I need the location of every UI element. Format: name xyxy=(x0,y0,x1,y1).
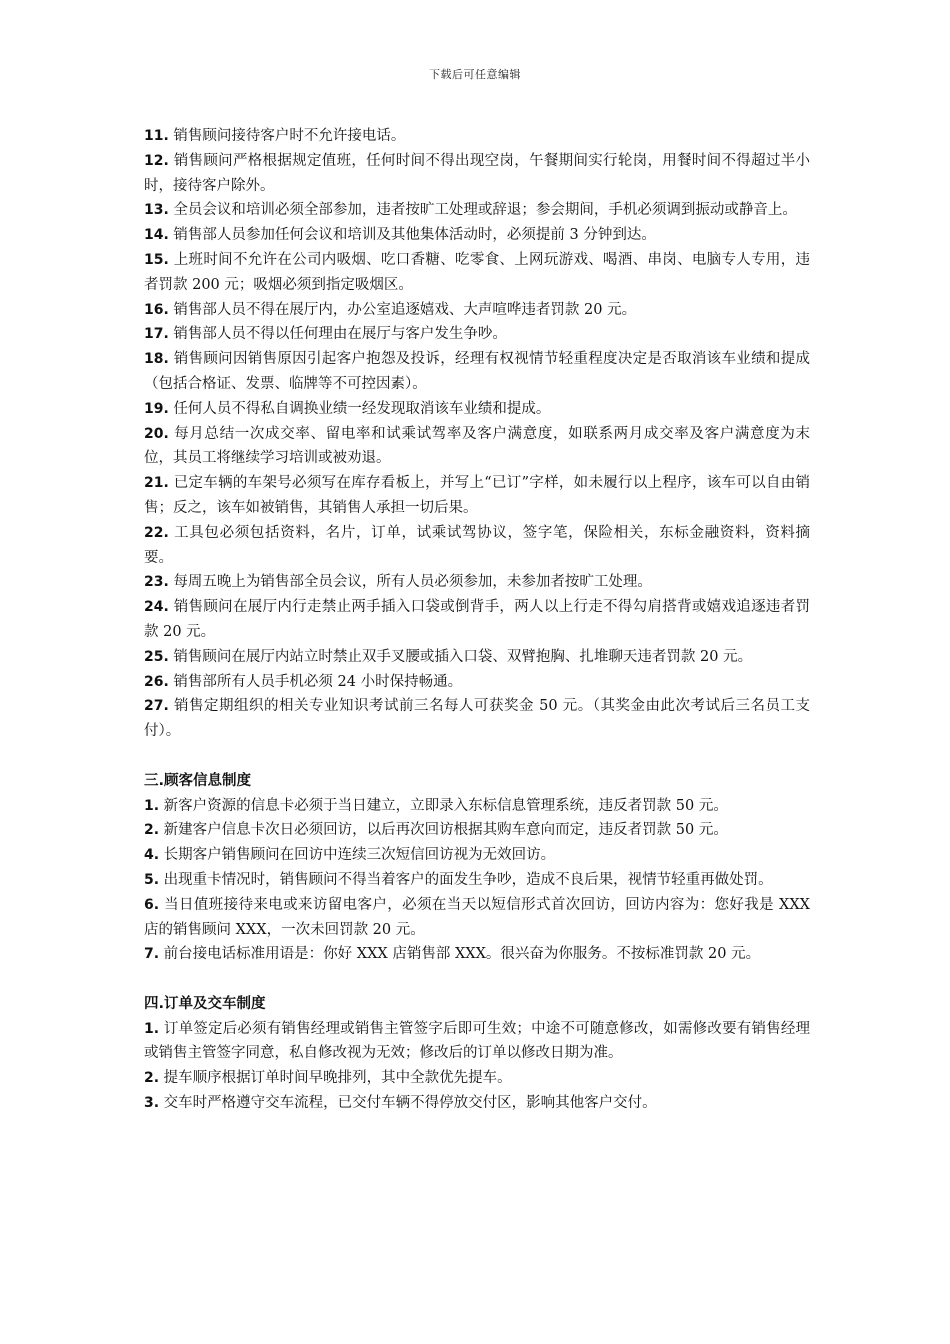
document-body xyxy=(144,124,810,1116)
rule-number: 7. xyxy=(144,946,160,963)
rule-item xyxy=(144,818,810,843)
rule-number: 14. xyxy=(144,227,169,244)
rule-item xyxy=(144,124,810,149)
rule-text: 每月总结一次成交率、留电率和试乘试驾率及客户满意度，如联系两月成交率及客户满意度为末位，其员工将继续学习培训或被劝退。 xyxy=(144,425,811,467)
rule-text: 每周五晚上为销售部全员会议，所有人员必须参加，未参加者按旷工处理。 xyxy=(173,574,652,591)
rule-number: 26. xyxy=(144,673,169,690)
rule-item xyxy=(144,422,810,472)
rule-number: 24. xyxy=(144,599,169,616)
rule-item xyxy=(144,397,810,422)
rule-text: 出现重卡情况时，销售顾问不得当着客户的面发生争吵，造成不良后果，视情节轻重再做处罚。 xyxy=(163,871,773,888)
rule-item xyxy=(144,843,810,868)
page-header: 下载后可任意编辑 xyxy=(429,68,521,81)
rule-text: 新建客户信息卡次日必须回访，以后再次回访根据其购车意向而定，违反者罚款 50 元。 xyxy=(163,822,728,839)
rule-text: 当日值班接待来电或来访留电客户，必须在当天以短信形式首次回访，回访内容为：您好我是 XXX 店的销售顾问 XXX，一次未回罚款 20 元。 xyxy=(144,896,811,938)
rule-number: 15. xyxy=(144,251,169,268)
rule-item xyxy=(144,471,810,521)
rule-text: 已定车辆的车架号必须写在库存看板上，并写上“已订”字样，如未履行以上程序，该车可以自由销售；反之，该车如被销售，其销售人承担一切后果。 xyxy=(144,475,811,516)
rule-text: 上班时间不允许在公司内吸烟、吃口香糖、吃零食、上网玩游戏、喝酒、串岗、电脑专人专用，违者罚款 200 元；吸烟必须到指定吸烟区。 xyxy=(144,251,811,293)
rule-item xyxy=(144,942,810,967)
rule-item xyxy=(144,1017,810,1067)
rule-number: 17. xyxy=(144,326,169,343)
rule-item xyxy=(144,298,810,323)
rule-item xyxy=(144,794,810,819)
rule-text: 销售顾问接待客户时不允许接电话。 xyxy=(173,128,406,144)
rule-item xyxy=(144,248,810,298)
rule-number: 16. xyxy=(144,301,169,318)
rule-item xyxy=(144,893,810,943)
rule-text: 销售部人员不得以任何理由在展厅与客户发生争吵。 xyxy=(173,326,507,343)
rule-number: 1. xyxy=(144,797,160,814)
rule-item xyxy=(144,521,810,571)
rule-item xyxy=(144,868,810,893)
rule-item xyxy=(144,595,810,645)
rule-number: 4. xyxy=(144,847,160,864)
rule-number: 21. xyxy=(144,475,169,492)
section-heading: 四.订单及交车制度 xyxy=(144,995,266,1012)
rule-text: 提车顺序根据订单时间早晚排列，其中全款优先提车。 xyxy=(163,1070,512,1087)
rule-item xyxy=(144,223,810,248)
rule-number: 11. xyxy=(144,128,169,144)
rule-text: 销售部所有人员手机必须 24 小时保持畅通。 xyxy=(173,673,463,690)
rule-text: 工具包必须包括资料，名片，订单，试乘试驾协议，签字笔，保险相关，东标金融资料，资料摘要。 xyxy=(144,524,811,566)
rule-item xyxy=(144,670,810,695)
rule-text: 新客户资源的信息卡必须于当日建立，立即录入东标信息管理系统，违反者罚款 50 元。 xyxy=(163,797,728,814)
rule-number: 12. xyxy=(144,152,169,169)
rule-text: 销售顾问严格根据规定值班，任何时间不得出现空岗，午餐期间实行轮岗，用餐时间不得超过半小时，接待客户除外。 xyxy=(144,152,811,194)
rule-number: 5. xyxy=(144,871,160,888)
rule-number: 25. xyxy=(144,648,169,665)
rule-number: 23. xyxy=(144,574,169,591)
rule-text: 销售顾问在展厅内行走禁止两手插入口袋或倒背手，两人以上行走不得勾肩搭背或嬉戏追逐违者罚款 20 元。 xyxy=(144,599,811,640)
rule-number: 1. xyxy=(144,1020,160,1037)
rule-number: 13. xyxy=(144,202,169,219)
rule-item xyxy=(144,645,810,670)
rule-item xyxy=(144,1091,810,1116)
rule-item xyxy=(144,694,810,744)
rule-text: 销售定期组织的相关专业知识考试前三名每人可获奖金 50 元。（其奖金由此次考试后三名员工支付）。 xyxy=(144,698,811,740)
rule-text: 销售顾问因销售原因引起客户抱怨及投诉，经理有权视情节轻重程度决定是否取消该车业绩和提成（包括合格证、发票、临牌等不可控因素）。 xyxy=(144,351,811,392)
rule-number: 2. xyxy=(144,822,160,839)
rule-number: 2. xyxy=(144,1070,160,1087)
rule-text: 前台接电话标准用语是：你好 XXX 店销售部 XXX。很兴奋为你服务。不按标准罚款 20 元。 xyxy=(163,946,761,963)
rule-text: 销售部人员不得在展厅内，办公室追逐嬉戏、大声喧哗违者罚款 20 元。 xyxy=(173,301,637,318)
rule-item xyxy=(144,149,810,199)
rule-text: 订单签定后必须有销售经理或销售主管签字后即可生效；中途不可随意修改，如需修改要有销售经理或销售主管签字同意，私自修改视为无效；修改后的订单以修改日期为准。 xyxy=(144,1020,811,1062)
rule-text: 全员会议和培训必须全部参加，违者按旷工处理或辞退；参会期间，手机必须调到振动或静音上。 xyxy=(173,202,797,219)
rule-number: 3. xyxy=(144,1095,160,1112)
rule-number: 27. xyxy=(144,698,169,715)
rule-text: 销售部人员参加任何会议和培训及其他集体活动时，必须提前 3 分钟到达。 xyxy=(173,227,656,244)
section-heading: 三.顾客信息制度 xyxy=(144,772,252,789)
rule-text: 任何人员不得私自调换业绩一经发现取消该车业绩和提成。 xyxy=(173,400,551,417)
rule-text: 销售顾问在展厅内站立时禁止双手叉腰或插入口袋、双臂抱胸、扎堆聊天违者罚款 20 元。 xyxy=(173,648,753,665)
rule-number: 6. xyxy=(144,896,160,913)
rule-number: 20. xyxy=(144,425,169,442)
rule-number: 19. xyxy=(144,400,169,417)
rule-number: 18. xyxy=(144,351,169,368)
rule-item xyxy=(144,322,810,347)
rule-item xyxy=(144,347,810,397)
rule-item xyxy=(144,198,810,223)
rule-text: 长期客户销售顾问在回访中连续三次短信回访视为无效回访。 xyxy=(163,847,556,864)
rule-text: 交车时严格遵守交车流程，已交付车辆不得停放交付区，影响其他客户交付。 xyxy=(163,1095,657,1112)
rule-number: 22. xyxy=(144,524,169,541)
rule-item xyxy=(144,1066,810,1091)
rule-item xyxy=(144,570,810,595)
